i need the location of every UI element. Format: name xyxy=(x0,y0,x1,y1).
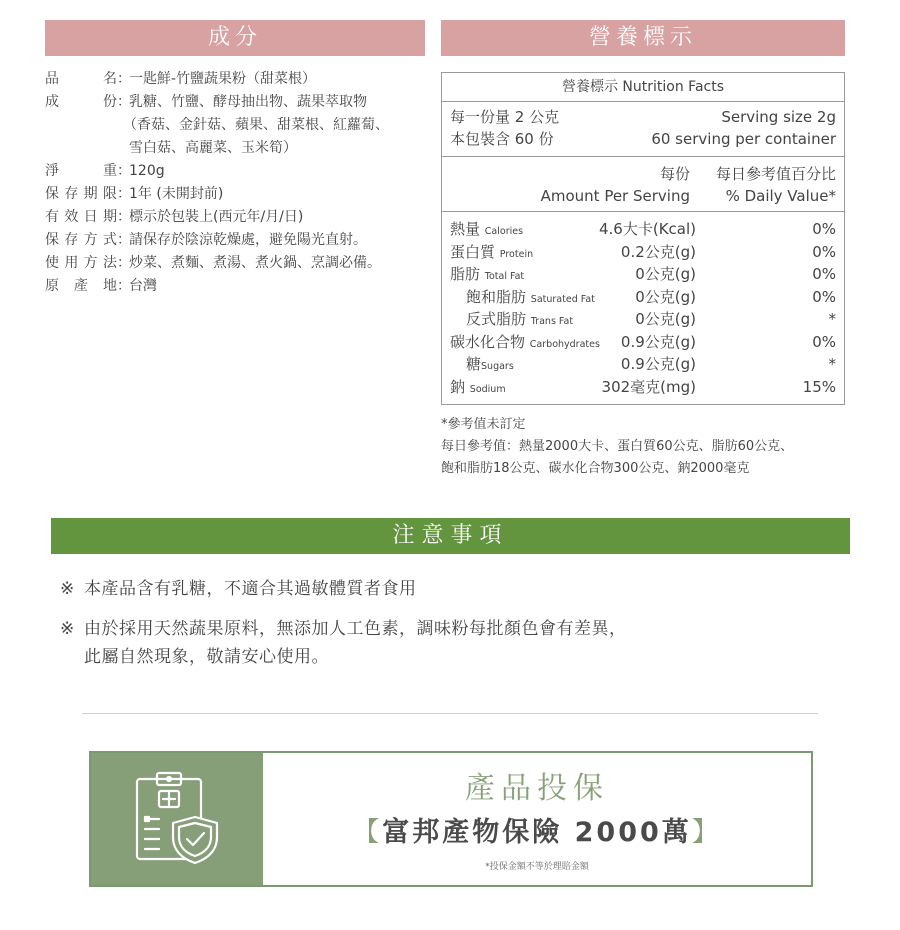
note-mark: ※ xyxy=(60,619,75,639)
nutrient-en: Trans Fat xyxy=(530,316,574,327)
nutrient-row-trans-fat xyxy=(442,308,844,331)
serving-size-en: Serving size 2g xyxy=(721,108,836,126)
insurance-fine-print: *投保金額不等於理賠金額 xyxy=(485,862,589,872)
nutrient-en: Protein xyxy=(499,248,534,260)
nutrient-row-saturated-fat xyxy=(442,286,844,309)
col-daily-value-en: % Daily Value* xyxy=(725,187,836,205)
reference-values-note xyxy=(441,414,861,480)
serving-size-zh: 每一份量 2 公克 xyxy=(450,108,560,126)
insurance-icon-panel xyxy=(91,753,263,885)
nutrient-zh: 脂肪 xyxy=(450,265,481,283)
notes-header: 注意事項 xyxy=(51,518,850,554)
ingredient-row-expiry xyxy=(45,206,435,229)
insurance-title: 產品投保 xyxy=(465,771,609,806)
section-divider xyxy=(82,713,818,714)
insurance-banner xyxy=(89,751,813,887)
nutrition-header: 營養標示 xyxy=(441,20,845,56)
reference-line-3: 飽和脂肪18公克、碳水化合物300公克、鈉2000毫克 xyxy=(441,461,750,476)
bracket-close: 】 xyxy=(691,817,722,848)
note-text-line-2: 此屬自然現象，敬請安心使用。 xyxy=(84,647,329,667)
col-per-serving-en: Amount Per Serving xyxy=(540,187,690,205)
row-label: 成份 xyxy=(45,94,117,110)
row-label: 原產地 xyxy=(45,278,117,294)
nutrition-table-title: 營養標示 Nutrition Facts xyxy=(442,73,844,102)
nutrient-amount: 0.9公克(g) xyxy=(620,355,696,373)
servings-en: 60 serving per container xyxy=(651,130,836,148)
nutrient-daily-value: * xyxy=(828,310,836,328)
note-item-1 xyxy=(60,575,860,603)
nutrient-daily-value: 0% xyxy=(812,265,836,283)
nutrient-daily-value: 0% xyxy=(812,220,836,238)
ingredient-row-weight xyxy=(45,160,435,183)
row-label: 品名 xyxy=(45,71,117,87)
row-colon: ： xyxy=(117,278,131,294)
insurance-document-shield-icon xyxy=(133,769,225,865)
ingredient-row-composition xyxy=(45,91,435,114)
insurance-subtitle xyxy=(263,815,811,851)
nutrient-daily-value: 0% xyxy=(812,242,836,261)
nutrient-en: Total Fat xyxy=(484,271,525,282)
nutrient-daily-value: 15% xyxy=(802,377,836,396)
row-value: 台灣 xyxy=(129,278,157,294)
ingredient-row-name xyxy=(45,68,435,91)
nutrient-amount: 0.9公克(g) xyxy=(620,332,696,351)
nutrient-zh: 蛋白質 xyxy=(450,242,496,261)
nutrient-en: Sodium xyxy=(469,383,506,395)
ingredients-list xyxy=(45,68,435,298)
reference-line-2: 每日參考值：熱量2000大卡、蛋白質60公克、脂肪60公克、 xyxy=(441,439,794,454)
nutrient-row-carbohydrates xyxy=(442,331,844,354)
composition-continuation-2: 雪白菇、高麗菜、玉米筍） xyxy=(129,140,297,156)
row-label: 淨重 xyxy=(45,163,117,179)
nutrition-column-headers xyxy=(442,157,844,212)
row-colon: ： xyxy=(117,163,131,179)
row-value: 乳糖、竹鹽、酵母抽出物、蔬果萃取物 xyxy=(129,94,367,110)
note-text-line-1: 由於採用天然蔬果原料，無添加人工色素，調味粉每批顏色會有差異， xyxy=(84,619,627,639)
row-label: 保存方式 xyxy=(45,232,117,248)
notes-list xyxy=(60,575,860,683)
nutrient-amount: 0公克(g) xyxy=(635,310,696,328)
nutrient-en: Carbohydrates xyxy=(529,338,600,350)
row-value: 1年 (未開封前) xyxy=(129,186,224,202)
insurance-amount: 富邦產物保險 2000萬 xyxy=(382,817,692,848)
ingredient-row-usage xyxy=(45,252,435,275)
reference-line-1: *參考值未訂定 xyxy=(441,417,526,432)
nutrient-zh: 糖 xyxy=(466,355,482,373)
row-label: 有效日期 xyxy=(45,209,117,225)
servings-zh: 本包裝含 60 份 xyxy=(450,130,554,148)
nutrient-row-protein xyxy=(442,241,844,264)
insurance-text-panel xyxy=(263,753,811,885)
servings-per-container-row xyxy=(442,128,844,157)
nutrient-zh: 熱量 xyxy=(450,220,481,238)
nutrient-zh: 鈉 xyxy=(450,377,466,396)
note-mark: ※ xyxy=(60,579,75,599)
nutrient-row-calories xyxy=(442,218,844,241)
serving-size-row xyxy=(442,106,844,128)
note-item-2 xyxy=(60,615,860,671)
ingredient-row-origin xyxy=(45,275,435,298)
row-value: 120g xyxy=(129,163,165,179)
nutrition-facts-table xyxy=(441,72,845,405)
nutrient-daily-value: 0% xyxy=(812,332,836,351)
bracket-open: 【 xyxy=(352,817,383,848)
ingredient-row-shelf-life xyxy=(45,183,435,206)
ingredients-header: 成分 xyxy=(45,20,425,56)
row-colon: ： xyxy=(117,71,131,87)
nutrient-amount: 302毫克(mg) xyxy=(601,377,696,396)
note-text: 本產品含有乳糖，不適合其過敏體質者食用 xyxy=(84,579,417,599)
nutrient-daily-value: 0% xyxy=(812,287,836,306)
nutrient-row-total-fat xyxy=(442,263,844,286)
nutrient-zh: 碳水化合物 xyxy=(450,332,526,351)
nutrient-row-sodium xyxy=(442,376,844,399)
composition-continuation-1: （香菇、金針菇、蘋果、甜菜根、紅蘿蔔、 xyxy=(123,117,389,133)
nutrient-en: Saturated Fat xyxy=(530,293,595,305)
row-colon: ： xyxy=(117,186,131,202)
row-colon: ： xyxy=(117,232,131,248)
row-value: 請保存於陰涼乾燥處，避免陽光直射。 xyxy=(129,232,367,248)
col-per-serving-zh: 每份 xyxy=(659,165,690,183)
row-label: 使用方法 xyxy=(45,255,117,271)
nutrient-row-sugars xyxy=(442,353,844,376)
nutrient-amount: 4.6大卡(Kcal) xyxy=(598,220,696,238)
nutrient-zh: 反式脂肪 xyxy=(466,310,527,328)
row-value: 標示於包裝上(西元年/月/日) xyxy=(129,209,304,225)
nutrient-en: Sugars xyxy=(481,361,514,372)
nutrient-amount: 0公克(g) xyxy=(635,287,696,306)
row-colon: ： xyxy=(117,94,131,110)
ingredient-row-storage xyxy=(45,229,435,252)
row-colon: ： xyxy=(117,255,131,271)
nutrient-en: Calories xyxy=(484,226,524,237)
nutrient-zh: 飽和脂肪 xyxy=(466,287,527,306)
row-value: 一匙鮮-竹鹽蔬果粉（甜菜根） xyxy=(129,71,317,87)
nutrient-amount: 0.2公克(g) xyxy=(620,242,696,261)
nutrient-rows xyxy=(442,212,844,398)
row-label: 保存期限 xyxy=(45,186,117,202)
row-value: 炒菜、煮麵、煮湯、煮火鍋、烹調必備。 xyxy=(129,255,381,271)
col-daily-value-zh: 每日參考值百分比 xyxy=(715,165,836,183)
row-colon: ： xyxy=(117,209,131,225)
nutrient-daily-value: * xyxy=(828,355,836,373)
nutrient-amount: 0公克(g) xyxy=(635,265,696,283)
